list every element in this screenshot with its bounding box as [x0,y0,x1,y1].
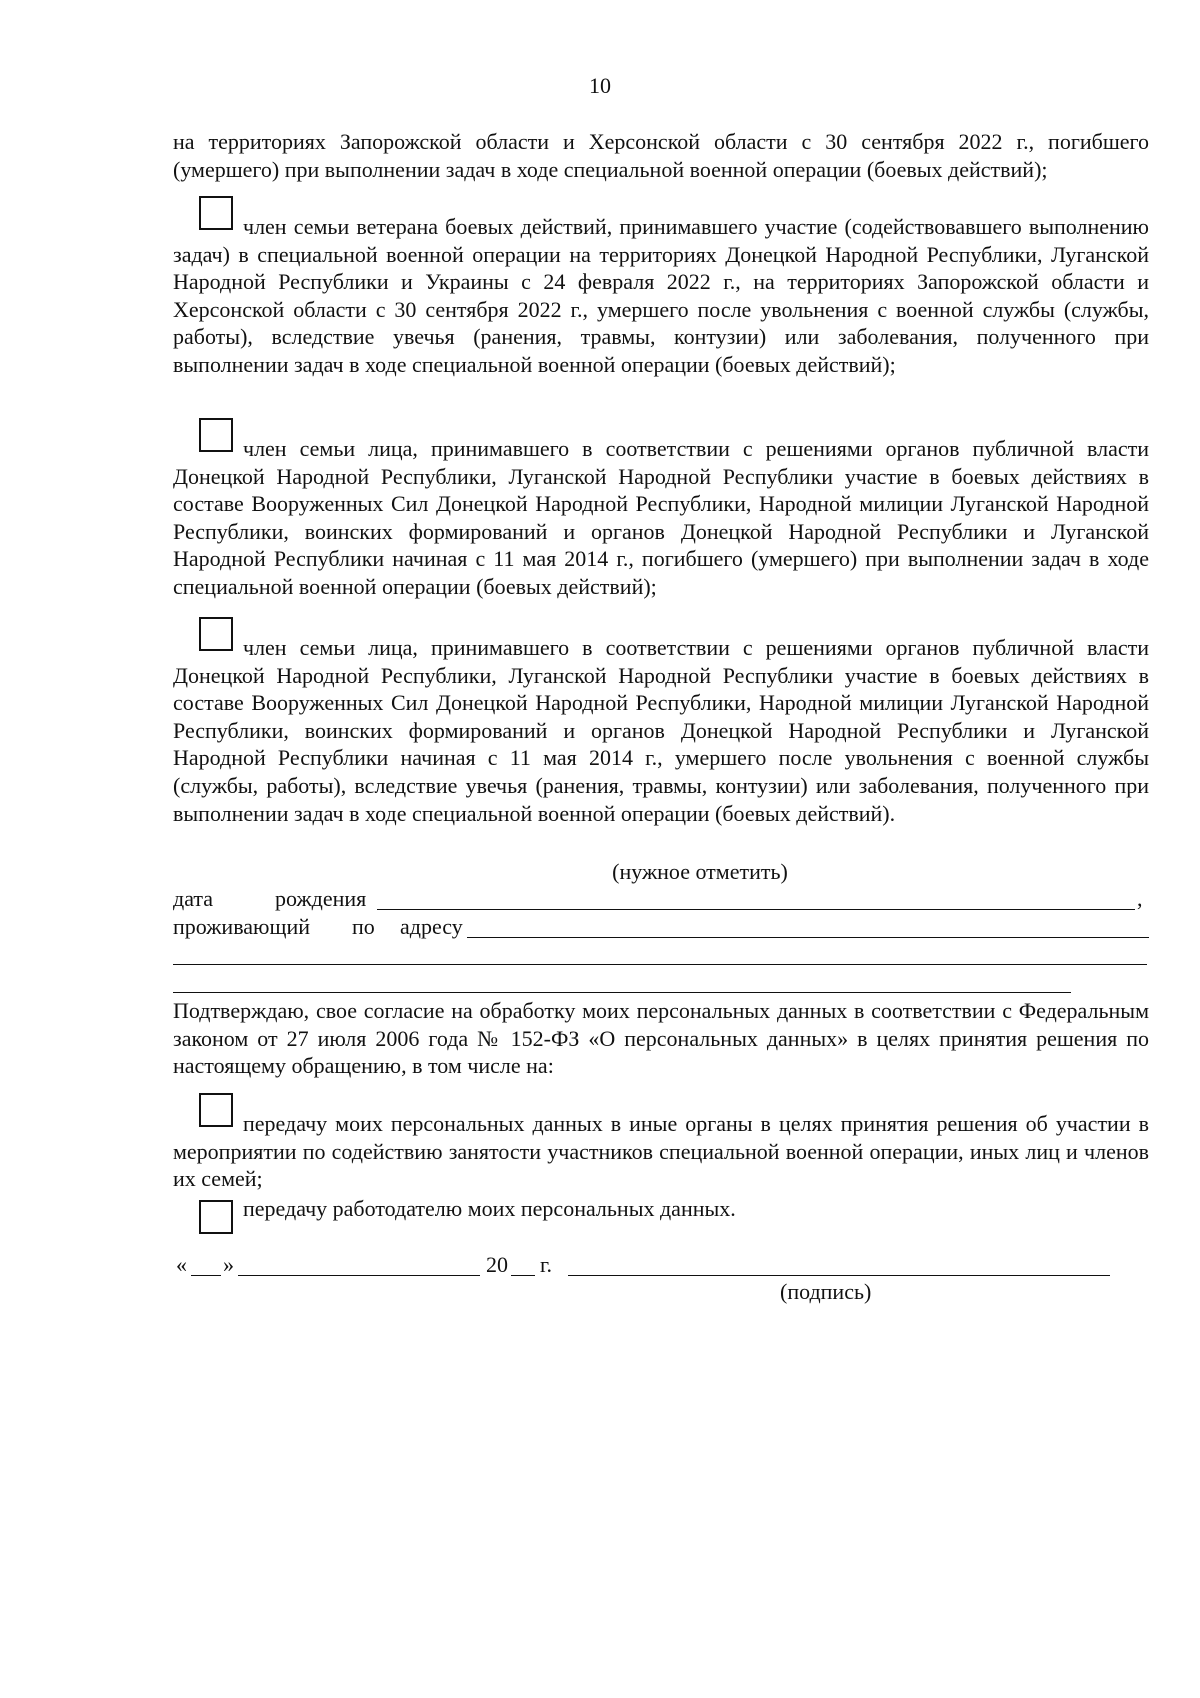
consent-option-2-checkbox[interactable] [199,1200,233,1234]
address-label-1: проживающий [173,914,310,939]
option-3-text: член семьи лица, принимавшего в соответствии с решениями органов публичной власти Донецкой Народной Республики, Луганской Народной Республики участие в боевых действиях в составе Вооруженных Сил Донецкой Народной Республики, Народной милиции Луганской Народной Республики, воинских формирований и органов Донецкой Народной Республики и Луганской Народной Республики начиная с 11 мая 2014 г., умершего после увольнения с военной службы (службы, работы), вследствие увечья (ранения, травмы, контузии) или заболевания, полученного при выполнении задач в ходе специальной военной операции (боевых действий). [173,635,1149,826]
consent-text: Подтверждаю, свое согласие на обработку моих персональных данных в соответствии с Федеральным законом от 27 июля 2006 года № 152-ФЗ «О персональных данных» в целях принятия решения по настоящему обращению, в том числе на: [173,998,1149,1079]
signature-field[interactable] [568,1275,1110,1276]
date-day-field[interactable] [191,1275,221,1276]
address-label-2: по [352,914,375,939]
option-2-text: член семьи лица, принимавшего в соответствии с решениями органов публичной власти Донецкой Народной Республики, Луганской Народной Республики участие в боевых действиях в составе Вооруженных Сил Донецкой Народной Республики, Народной милиции Луганской Народной Республики, воинских формирований и органов Донецкой Народной Республики и Луганской Народной Республики начиная с 11 мая 2014 г., погибшего (умершего) при выполнении задач в ходе специальной военной операции (боевых действий); [173,436,1149,599]
date-open-quote: « [176,1252,187,1277]
birth-date-field[interactable] [377,909,1135,910]
intro-continuation: на территориях Запорожской области и Херсонской области с 30 сентября 2022 г., погибшего (умершего) при выполнении задач в ходе специальной военной операции (боевых действий); [173,129,1149,182]
consent-option-1-text: передачу моих персональных данных в иные органы в целях принятия решения об участии в мероприятии по содействию занятости участников специальной военной операции, иных лиц и членов их семей; [173,1111,1149,1192]
date-close-quote: » [223,1252,234,1277]
birth-date-label-1: дата [173,886,214,911]
mark-required-note: (нужное отметить) [612,859,788,884]
page-number: 10 [589,73,611,98]
address-field-line-1[interactable] [467,937,1149,938]
signature-caption: (подпись) [780,1279,872,1304]
date-year-suffix: г. [540,1252,553,1277]
birth-date-label-2: рождения [275,886,367,911]
date-month-field[interactable] [238,1275,480,1276]
date-year-field[interactable] [511,1275,535,1276]
date-year-prefix: 20 [486,1252,508,1277]
address-field-line-3[interactable] [173,992,1071,993]
address-label-3: адресу [400,914,463,939]
address-field-line-2[interactable] [173,964,1147,965]
birth-date-comma: , [1137,886,1143,911]
option-1-text: член семьи ветерана боевых действий, принимавшего участие (содействовавшего выполнению задач) в специальной военной операции на территориях Донецкой Народной Республики, Луганской Народной Республики и Украины с 24 февраля 2022 г., на территориях Запорожской области и Херсонской области с 30 сентября 2022 г., умершего после увольнения с военной службы (службы, работы), вследствие увечья (ранения, травмы, контузии) или заболевания, полученного при выполнении задач в ходе специальной военной операции (боевых действий); [173,214,1149,377]
consent-option-2-text: передачу работодателю моих персональных данных. [243,1196,736,1221]
